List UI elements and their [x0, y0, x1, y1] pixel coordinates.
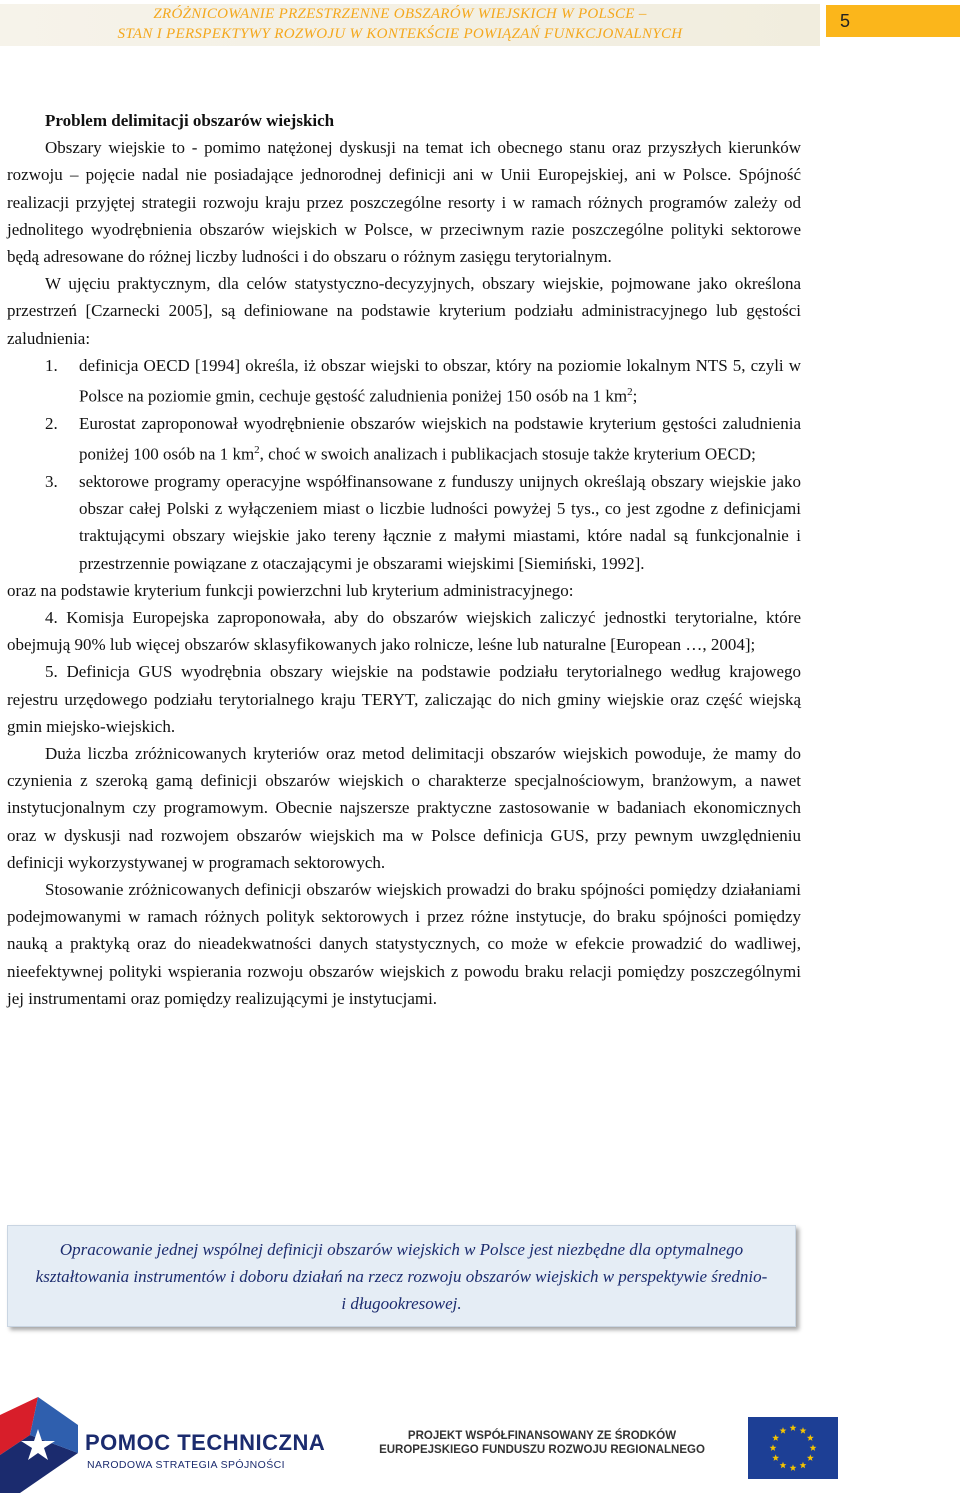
list-number: 3. — [45, 471, 58, 491]
nss-star-logo-icon — [0, 1395, 84, 1495]
cofinancing-line2: EUROPEJSKIEGO FUNDUSZU ROZWOJU REGIONALNEGO — [379, 1444, 705, 1456]
list-item-1 — [7, 352, 801, 410]
header-title-line2: STAN I PERSPEKTYWY ROZWOJU W KONTEKŚCIE POWIĄZAŃ FUNKCJONALNYCH — [117, 26, 683, 42]
section-heading: Problem delimitacji obszarów wiejskich — [45, 111, 335, 130]
list-item-5: 5. Definicja GUS wyodrębnia obszary wiejskie na podstawie podziału terytorialnego według krajowego rejestru urzędowego podziału terytorialnego kraju TERYT, zaliczając do nich gminy wiejskie oraz część wiejską gmin miejsko-wiejskich. — [7, 662, 801, 736]
paragraph-4: Duża liczba zróżnicowanych kryteriów oraz metod delimitacji obszarów wiejskich powoduje, że mamy do czynienia z szeroką gamą definicji obszarów wiejskich o charakterze specjalnościowym, branżowym, a nawet instytucjonalnym czy programowym. Obecnie najszersze praktyczne zastosowanie w badaniach ekonomicznych oraz w dyskusji nad rozwojem obszarów wiejskich ma w Polsce definicja GUS, przy pewnym uwzględnieniu definicji wykorzystywanej w programach sektorowych. — [7, 743, 801, 872]
running-header — [0, 0, 960, 52]
header-title-line1: ZRÓŻNICOWANIE PRZESTRZENNE OBSZARÓW WIEJSKICH W POLSCE – — [153, 6, 647, 22]
main-text — [7, 107, 801, 1012]
paragraph-3: oraz na podstawie kryterium funkcji powierzchni lub kryterium administracyjnego: — [7, 580, 574, 600]
pomoc-techniczna-logo — [0, 1395, 340, 1495]
highlight-box — [7, 1225, 796, 1327]
list-text: sektorowe programy operacyjne współfinansowane z funduszy unijnych określają obszary wiejskie jako obszar całej Polski z wyłączeniem miast o liczbie ludności powyżej 5 tys., co jest zgodne z definicjami traktującymi obszary wiejskie jako tereny łącznie z małymi miastami, które nadal są funkcjonalnie i przestrzennie powiązane z otaczającymi je obszarami wiejskimi [Siemiński, 1992]. — [79, 471, 801, 573]
superscript: 2 — [627, 386, 633, 399]
eu-flag-icon — [748, 1417, 838, 1479]
list-text — [79, 410, 801, 468]
superscript: 2 — [254, 444, 260, 457]
footer-logos — [0, 1395, 960, 1497]
highlight-text: Opracowanie jednej wspólnej definicji obszarów wiejskich w Polsce jest niezbędne dla optymalnego kształtowania instrumentów i doboru działań na rzecz rozwoju obszarów wiejskich w perspektywie średnio- i długookresowej. — [35, 1239, 768, 1313]
paragraph-2: W ujęciu praktycznym, dla celów statystyczno-decyzyjnych, obszary wiejskie, pojmowane jako określona przestrzeń [Czarnecki 2005], są definiowane na podstawie kryterium podziału administracyjnego lub gęstości zaludnienia: — [7, 274, 801, 348]
cofinancing-line1: PROJEKT WSPÓŁFINANSOWANY ZE ŚRODKÓW — [407, 1430, 677, 1442]
paragraph-1: Obszary wiejskie to - pomimo natężonej dyskusji na temat ich obecnego stanu oraz przyszłych kierunków rozwoju – pojęcie nadal nie posiadające jednorodnej definicji ani w Unii Europejskiej, ani w Polsce. Spójność realizacji przyjętej strategii rozwoju kraju przez poszczególne resorty i w ramach różnych programów zależy od jednolitego wyodrębnienia obszarów wiejskich w Polsce, w przeciwnym razie poszczególne polityki sektorowe będą adresowane do różnej liczby ludności i do obszaru o różnym zasięgu terytorialnym. — [7, 138, 801, 267]
logo-title: POMOC TECHNICZNA — [85, 1430, 326, 1455]
list-text-part: ; — [632, 386, 638, 406]
list-text — [79, 352, 801, 410]
list-item-2 — [7, 410, 801, 468]
list-number: 2. — [45, 413, 58, 433]
list-text-part: Eurostat zaproponował wyodrębnienie obszarów wiejskich na podstawie kryterium gęstości zaludnienia poniżej 100 osób na 1 km — [79, 413, 801, 464]
logo-subtitle: NARODOWA STRATEGIA SPÓJNOŚCI — [87, 1459, 285, 1471]
list-item-3 — [7, 468, 801, 577]
list-number: 1. — [45, 355, 58, 375]
list-item-4: 4. Komisja Europejska zaproponowała, aby do obszarów wiejskich zaliczyć jednostki terytorialne, które obejmują 90% lub więcej obszarów sklasyfikowanych jako rolnicze, leśne lub naturalne [European …, 2004]; — [7, 607, 801, 655]
cofinancing-note — [368, 1429, 716, 1457]
list-text-part: , choć w swoich analizach i publikacjach stosuje także kryterium OECD; — [259, 444, 756, 464]
page-number: 5 — [826, 5, 960, 37]
list-text-part: definicja OECD [1994] określa, iż obszar wiejski to obszar, który na poziomie lokalnym NTS 5, czyli w Polsce na poziomie gmin, cechuje gęstość zaludnienia poniżej 150 osób na 1 km — [79, 355, 801, 406]
paragraph-5: Stosowanie zróżnicowanych definicji obszarów wiejskich prowadzi do braku spójności pomiędzy działaniami podejmowanymi w ramach różnych polityk sektorowych i przez różne instytucje, do braku spójności pomiędzy nauką a praktyką oraz do nieadekwatności danych statystycznych, co może w efekcie prowadzić do wadliwej, nieefektywnej polityki wspierania rozwoju obszarów wiejskich z powodu braku relacji pomiędzy poszczególnymi jej instrumentami oraz pomiędzy realizującymi je instytucjami. — [7, 880, 801, 1008]
